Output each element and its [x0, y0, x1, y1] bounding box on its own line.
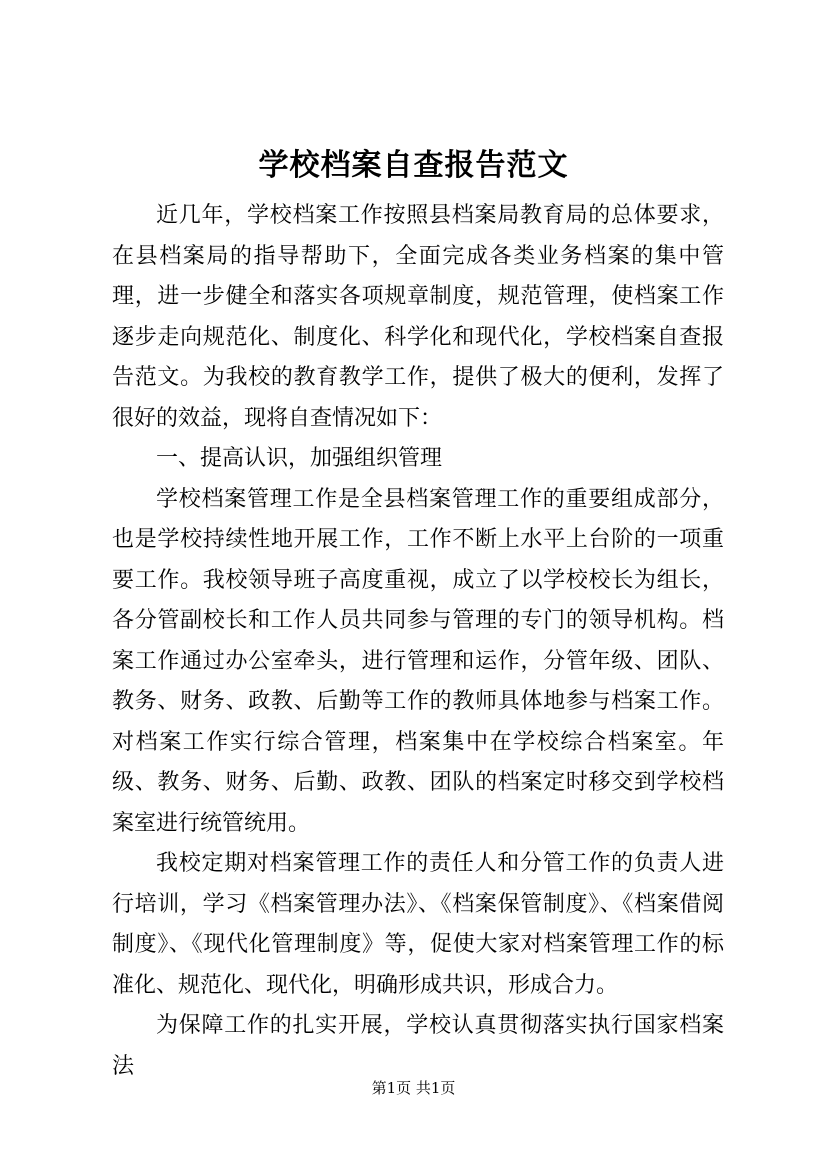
page-footer: 第1页 共1页: [371, 1079, 456, 1097]
paragraph-organization: 学校档案管理工作是全县档案管理工作的重要组成部分，也是学校持续性地开展工作，工作不断上水平上台阶的一项重要工作。我校领导班子高度重视，成立了以学校校长为组长，各分管副校长和工作人员共同参与管理的专门的领导机构。档案工作通过办公室牵头，进行管理和运作，分管年级、团队、教务、财务、政教、后勤等工作的教师具体地参与档案工作。对档案工作实行综合管理，档案集中在学校综合档案室。年级、教务、财务、后勤、政教、团队的档案定时移交到学校档案室进行统管统用。: [112, 486, 724, 836]
paragraph-implementation: 为保障工作的扎实开展，学校认真贯彻落实执行国家档案法: [112, 1013, 724, 1079]
document-body: [112, 196, 724, 1087]
document-title: 学校档案自查报告范文: [258, 148, 569, 183]
paragraph-intro: 近几年，学校档案工作按照县档案局教育局的总体要求，在县档案局的指导帮助下，全面完成各类业务档案的集中管理，进一步健全和落实各项规章制度，规范管理，使档案工作逐步走向规范化、制度化、科学化和现代化，学校档案自查报告范文。为我校的教育教学工作，提供了极大的便利，发挥了很好的效益，现将自查情况如下：: [112, 203, 724, 431]
paragraph-training: 我校定期对档案管理工作的责任人和分管工作的负责人进行培训，学习《档案管理办法》、《档案保管制度》、《档案借阅制度》、《现代化管理制度》等，促使大家对档案管理工作的标准化、规范化、现代化，明确形成共识，形成合力。: [112, 851, 724, 998]
section-heading: 一、提高认识，加强组织管理: [156, 446, 443, 471]
